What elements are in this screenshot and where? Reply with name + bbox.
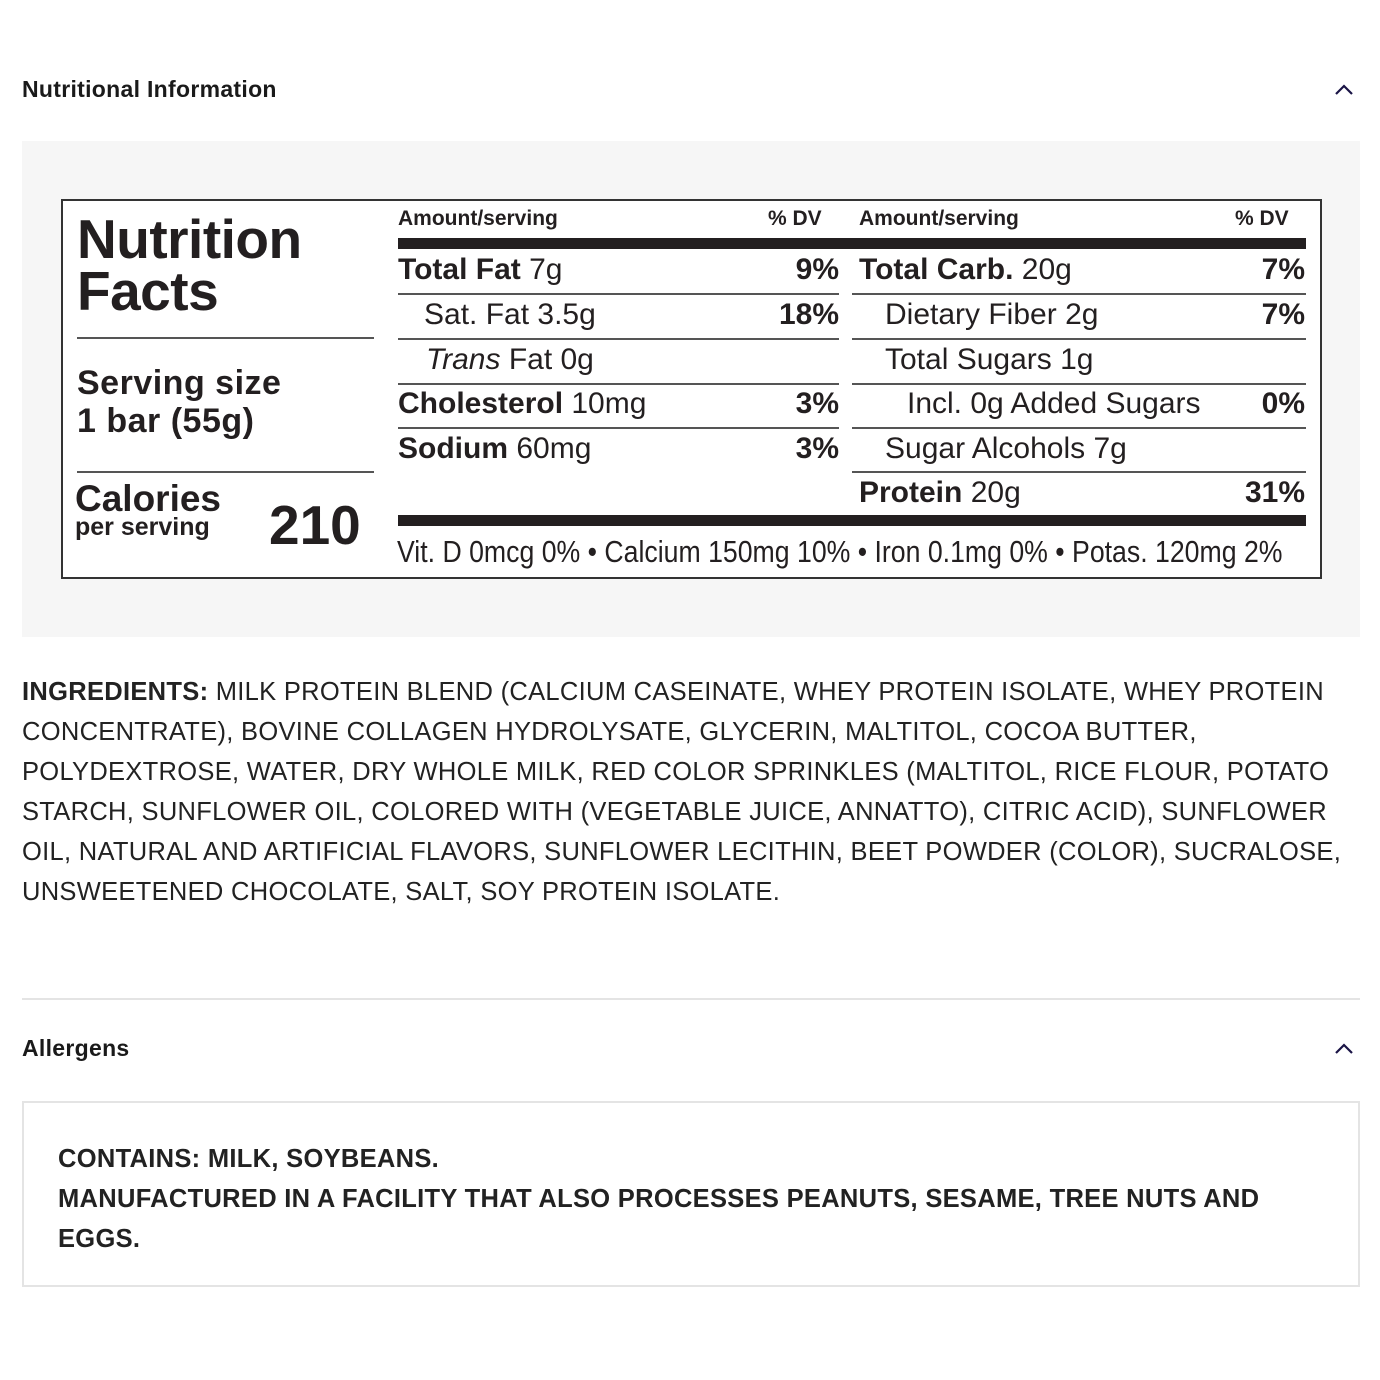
allergens-contains: CONTAINS: MILK, SOYBEANS. <box>58 1145 440 1173</box>
nutrient-row: Sat. Fat 3.5g <box>424 298 596 331</box>
nutrient-dv: 0% <box>1261 387 1305 420</box>
nutrient-row: Total Carb. 20g <box>859 253 1072 286</box>
allergens-facility: MANUFACTURED IN A FACILITY THAT ALSO PROCESSES PEANUTS, SESAME, TREE NUTS AND EGGS. <box>58 1185 1260 1253</box>
nutrient-dv: 7% <box>1261 253 1305 286</box>
nutrient-row: Trans Fat 0g <box>426 343 594 376</box>
allergens-section-header[interactable] <box>22 1035 1360 1062</box>
nutrient-dv: 18% <box>778 298 839 331</box>
chevron-up-icon[interactable] <box>1332 1037 1356 1061</box>
divider <box>22 998 1360 1000</box>
header-amount-2: Amount/serving <box>859 207 1019 230</box>
chevron-up-icon[interactable] <box>1332 78 1356 102</box>
nutrition-section-header[interactable] <box>22 76 1360 103</box>
calories-value: 210 <box>269 494 361 556</box>
serving-size: Serving size 1 bar (55g) <box>77 364 282 440</box>
allergens-section-title: Allergens <box>22 1035 130 1061</box>
nutrient-dv: 3% <box>795 432 839 465</box>
header-dv-2: % DV <box>1235 207 1289 230</box>
allergens-box <box>22 1101 1360 1287</box>
nutrient-dv: 9% <box>795 253 839 286</box>
nutrient-row: Total Fat 7g <box>398 253 563 286</box>
ingredients: INGREDIENTS: MILK PROTEIN BLEND (CALCIUM CASEINATE, WHEY PROTEIN ISOLATE, WHEY PROTEIN CONCENTRATE), BOVINE COLLAGEN HYDROLYSATE, GLYCERIN, MALTITOL, COCOA BUTTER, POLYDEXTROSE, WATER, DRY WHOLE MILK, RED COLOR SPRINKLES (MALTITOL, RICE FLOUR, POTATO STARCH, SUNFLOWER OIL, COLORED WITH (VEGETABLE JUICE, ANNATTO), CITRIC ACID), SUNFLOWER OIL, NATURAL AND ARTIFICIAL FLAVORS, SUNFLOWER LECITHIN, BEET POWDER (COLOR), SUCRALOSE, UNSWEETENED CHOCOLATE, SALT, SOY PROTEIN ISOLATE. <box>22 678 1342 906</box>
calories-label: Calories per serving <box>75 478 222 541</box>
header-dv: % DV <box>768 207 822 230</box>
nutrition-section-title: Nutritional Information <box>22 76 277 102</box>
nutrient-row: Protein 20g <box>859 476 1021 509</box>
nutrient-dv: 31% <box>1244 476 1305 509</box>
nutrient-row: Dietary Fiber 2g <box>885 298 1099 331</box>
nutrition-facts-label <box>61 199 1322 579</box>
vitamins-footer: Vit. D 0mcg 0% • Calcium 150mg 10% • Iron 0.1mg 0% • Potas. 120mg 2% <box>397 534 1283 569</box>
nutrient-row: Sugar Alcohols 7g <box>885 432 1127 465</box>
label-title: Nutrition Facts <box>77 208 302 322</box>
nutrient-row: Total Sugars 1g <box>885 343 1094 376</box>
nutrient-dv: 3% <box>795 387 839 420</box>
nutrient-dv: 7% <box>1261 298 1305 331</box>
nutrient-row: Incl. 0g Added Sugars <box>907 387 1201 420</box>
header-amount: Amount/serving <box>398 207 558 230</box>
nutrient-row: Sodium 60mg <box>398 432 592 465</box>
nutrient-row: Cholesterol 10mg <box>398 387 647 420</box>
